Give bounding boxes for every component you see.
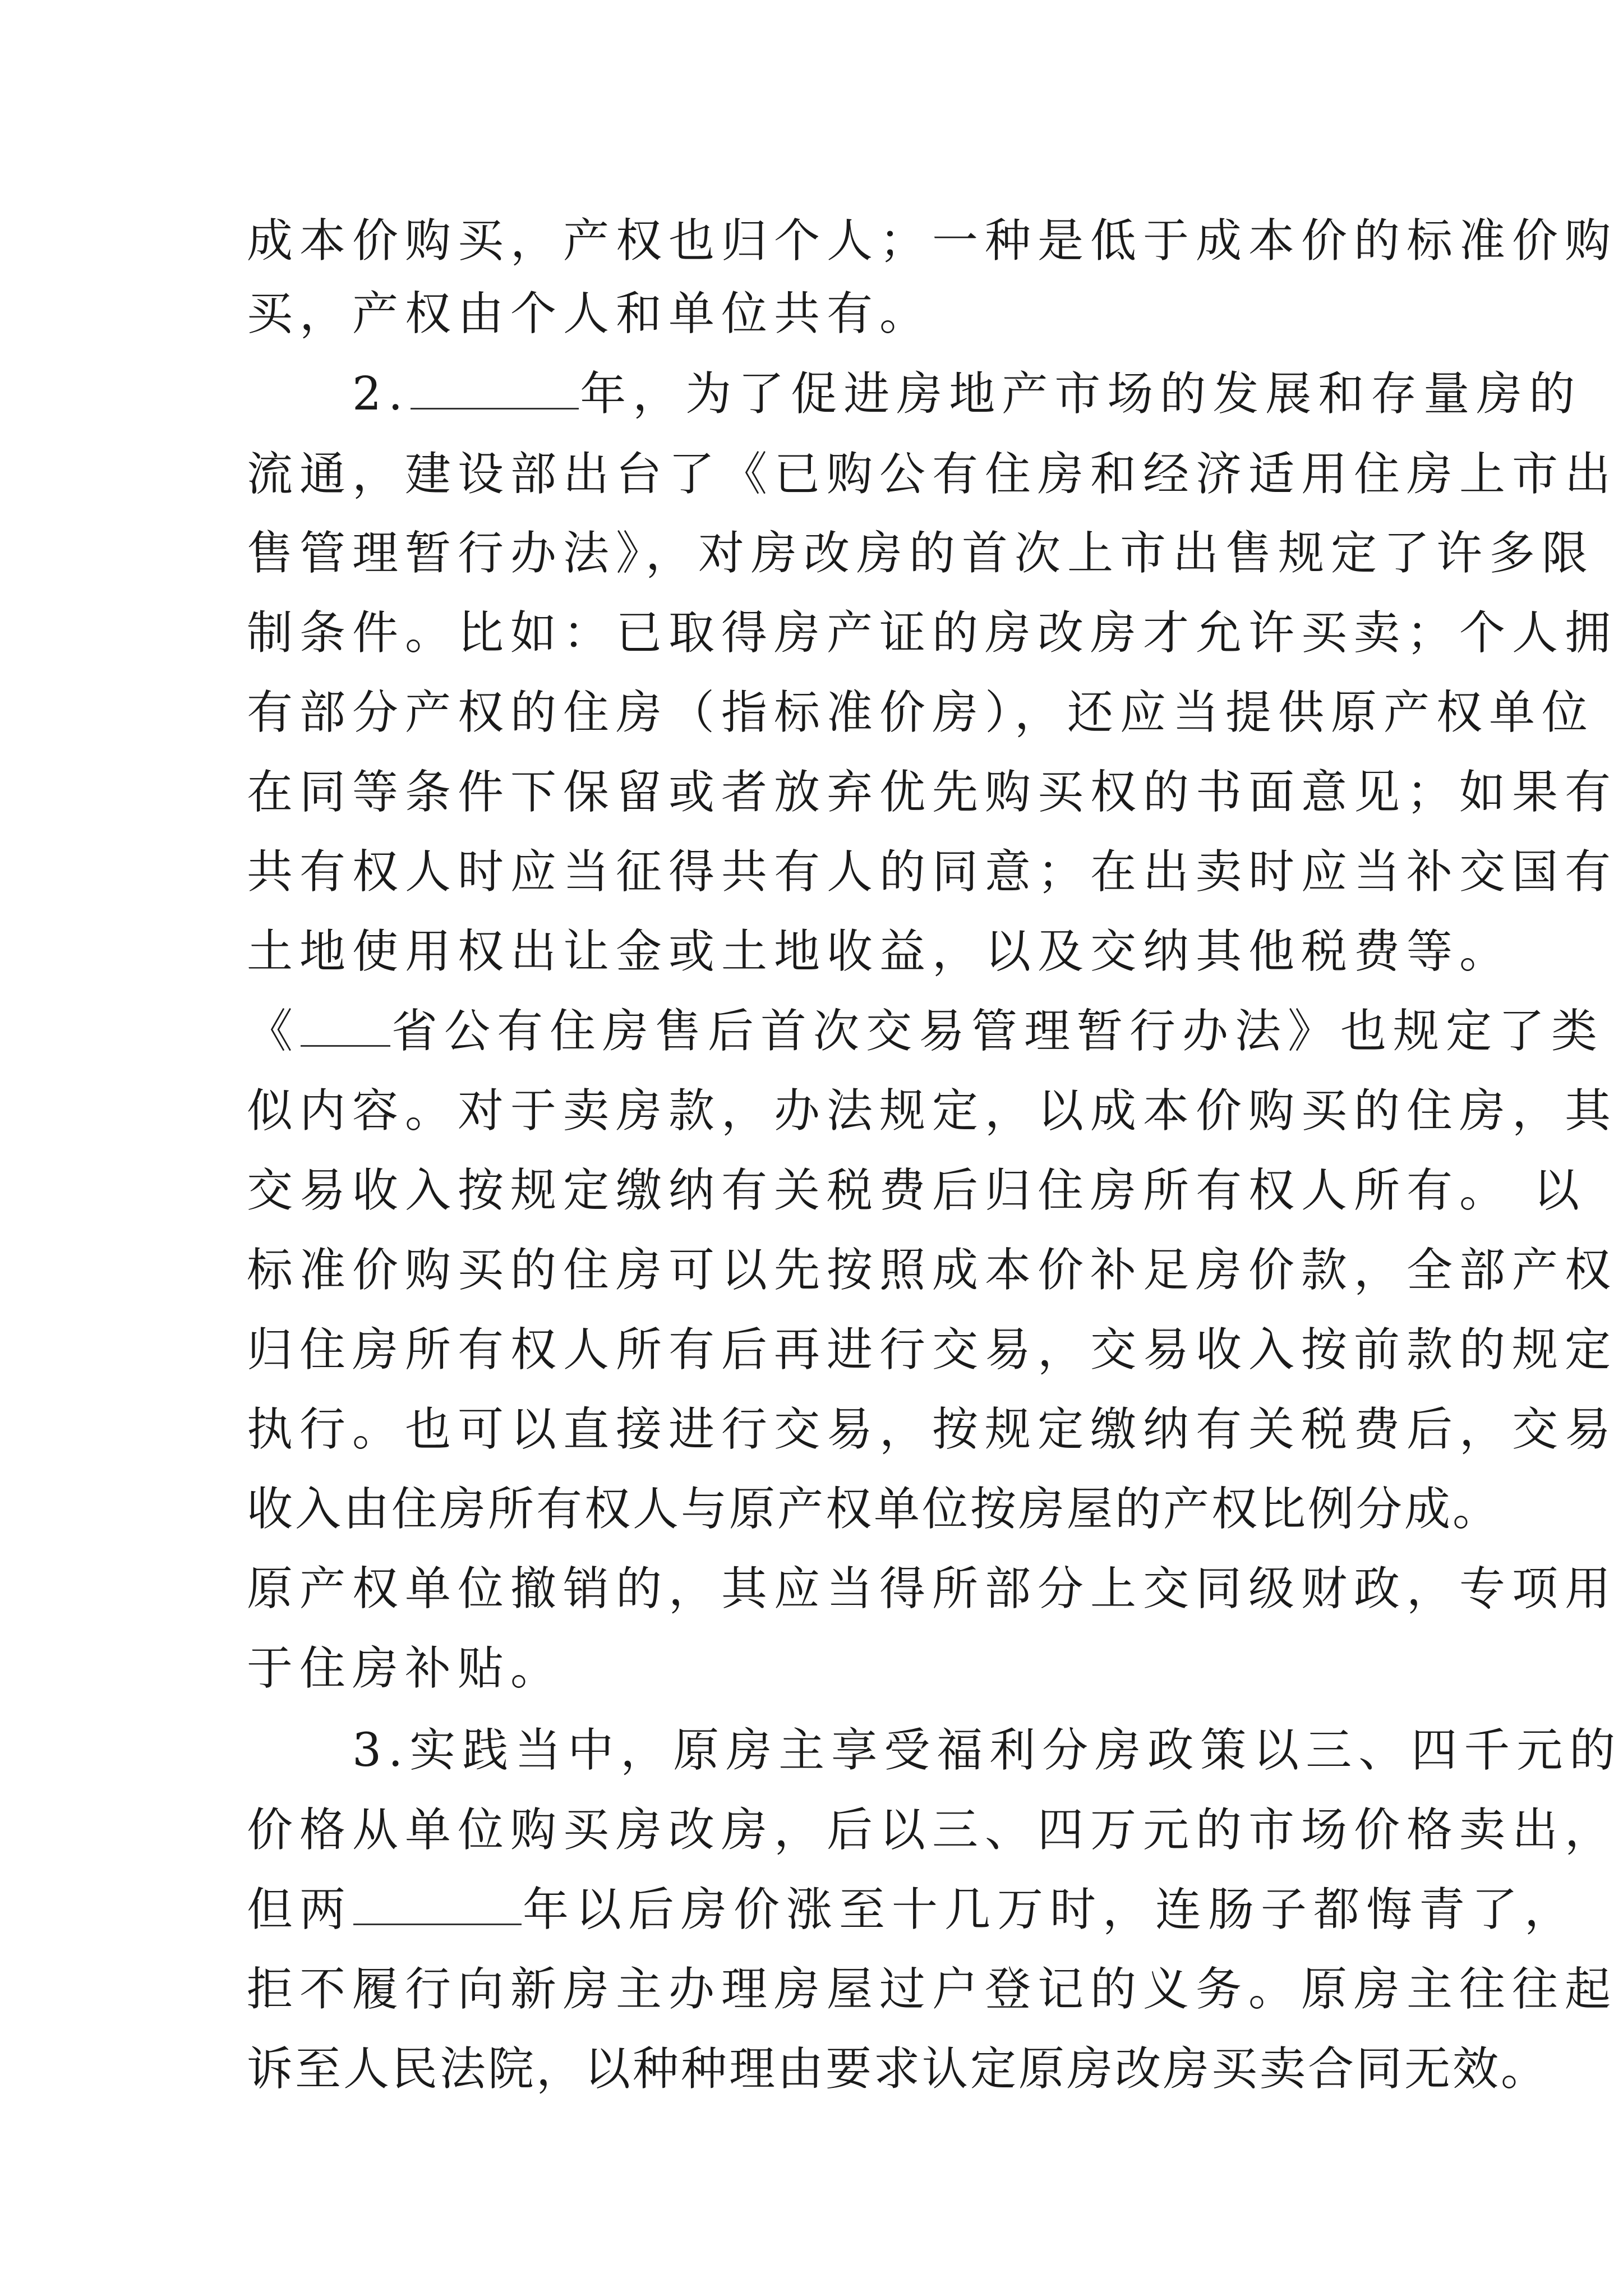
text-line: 收入由住房所有权人与原产权单位按房屋的产权比例分成。 [247,1483,1501,1536]
text-line: 于住房补贴。 [247,1642,564,1695]
text-line: 成本价购买，产权也归个人；一种是低于成本价的标准价购 [247,214,1618,268]
text-segment: 省公有住房售后首次交易管理暂行办法》也规定了类 [391,1005,1604,1058]
text-line: 拒不履行向新房主办理房屋过户登记的义务。原房主往往起 [247,1963,1618,2016]
fill-in-blank [411,358,579,409]
text-line: 制条件。比如：已取得房产证的房改房才允许买卖；个人拥 [247,606,1618,660]
text-line: 土地使用权出让金或土地收益，以及交纳其他税费等。 [247,925,1513,978]
text-segment: 2. [247,367,410,421]
text-line: 共有权人时应当征得共有人的同意；在出卖时应当补交国有 [247,845,1618,899]
text-line: 标准价购买的住房可以先按照成本价补足房价款，全部产权 [247,1244,1618,1297]
text-line: 价格从单位购买房改房，后以三、四万元的市场价格卖出， [247,1803,1618,1857]
text-line: 似内容。对于卖房款，办法规定，以成本价购买的住房，其 [247,1084,1618,1138]
text-line: 流通，建设部出台了《已购公有住房和经济适用住房上市出 [247,448,1618,501]
text-line: 原产权单位撤销的，其应当得所部分上交同级财政，专项用 [247,1562,1618,1616]
text-line [247,1868,1578,1952]
text-line: 交易收入按规定缴纳有关税费后归住房所有权人所有。 以 [247,1164,1587,1217]
text-line: 售管理暂行办法》，对房改房的首次上市出售规定了许多限 [247,527,1595,580]
text-line: 买，产权由个人和单位共有。 [247,287,933,341]
text-segment: 但两 [247,1883,353,1936]
text-line [247,352,1582,436]
text-segment: 《 [247,1005,300,1058]
text-line [247,990,1604,1074]
fill-in-blank [301,996,390,1047]
fill-in-blank [353,1874,522,1925]
text-line: 执行。也可以直接进行交易，按规定缴纳有关税费后，交易 [247,1403,1618,1456]
text-segment: 年以后房价涨至十几万时，连肠子都悔青了， [523,1883,1578,1936]
text-line: 归住房所有权人所有后再进行交易，交易收入按前款的规定 [247,1323,1618,1377]
text-line: 3.实践当中，原房主享受福利分房政策以三、四千元的 [247,1724,1622,1777]
text-line: 诉至人民法院，以种种理由要求认定原房改房买卖合同无效。 [247,2042,1550,2096]
text-line: 在同等条件下保留或者放弃优先购买权的书面意见；如果有 [247,766,1618,819]
text-line: 有部分产权的住房（指标准价房），还应当提供原产权单位 [247,686,1595,739]
text-segment: 年，为了促进房地产市场的发展和存量房的 [580,367,1582,421]
